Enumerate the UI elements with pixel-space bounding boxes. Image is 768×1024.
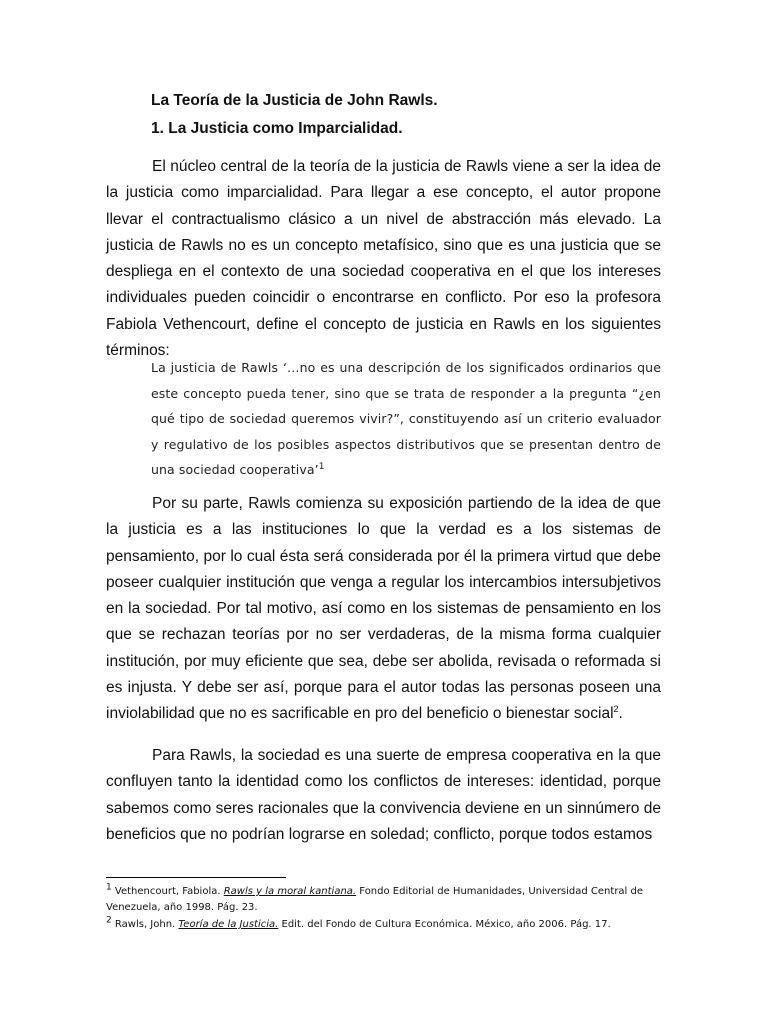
body-paragraph-3: Para Rawls, la sociedad es una suerte de empresa cooperativa en la que confluyen tanto la identidad como los conflictos de intereses: identidad, porque sabemos como seres racionales que la convivencia deviene en un sinnúmero de beneficios que no podrían lograrse en soledad; conflicto, porque todos estamos [106,747,661,843]
footnote-ref-1[interactable]: 1 [318,461,325,472]
footnote-book-title: Teoría de la Justicia. [178,919,279,930]
paragraph-2-end: . [618,705,623,723]
footnote-1 [106,884,666,916]
block-quote [151,355,661,483]
section-heading: 1. La Justicia como Imparcialidad. [151,120,403,137]
quote-text: La justicia de Rawls ‘…no es una descripción de los significados ordinarios que este concepto pueda tener, sino que se trata de responder a la pregunta “¿en qué tipo de sociedad queremos vivir?”, constituyendo así un criterio evaluador y regulativo de los posibles aspectos distributivos que se presentan dentro de una sociedad cooperativa’ [151,360,661,477]
footnote-publisher: Edit. del Fondo de Cultura Económica. México, año 2006. Pág. 17. [281,919,611,930]
body-paragraph-2 [106,491,661,728]
footnote-separator [106,877,286,878]
body-paragraph-1: El núcleo central de la teoría de la justicia de Rawls viene a ser la idea de la justicia como imparcialidad. Para llegar a ese concepto, el autor propone llevar el contractualismo clásico a un nivel de abstracción más elevado. La justicia de Rawls no es un concepto metafísico, sino que es una justicia que se despliega en el contexto de una sociedad cooperativa en el que los intereses individuales pueden coincidir o encontrarse en conflicto. Por eso la profesora Fabiola Vethencourt, define el concepto de justicia en Rawls en los siguientes términos: [106,158,661,360]
document-title: La Teoría de la Justicia de John Rawls. [151,92,438,109]
footnote-number: 1 [106,882,112,893]
paragraph-2-text: Por su parte, Rawls comienza su exposición partiendo de la idea de que la justicia es a las instituciones lo que la verdad es a los sistemas de pensamiento, por lo cual ésta será considerada por él la primera virtud que debe poseer cualquier institución que venga a regular los intercambios intersubjetivos en la sociedad. Por tal motivo, así como en los sistemas de pensamiento en los que se rechazan teorías por no ser verdaderas, de la misma forma cualquier institución, por muy eficiente que sea, debe ser abolida, revisada o reformada si es injusta. Y debe ser así, porque para el autor todas las personas poseen una inviolabilidad que no es sacrificable en pro del beneficio o bienestar social [106,495,661,723]
footnote-author: Vethencourt, Fabiola. [114,886,221,897]
footnote-number: 2 [106,915,112,926]
footnote-2 [106,917,666,933]
footnote-book-title: Rawls y la moral kantiana. [223,886,357,897]
footnote-author: Rawls, John. [114,919,176,930]
footnote-publisher: Fondo Editorial de Humanidades, Universidad Central de Venezuela, año 1998. Pág. 23. [106,886,644,913]
footnote-ref-2[interactable]: 2 [613,704,619,715]
